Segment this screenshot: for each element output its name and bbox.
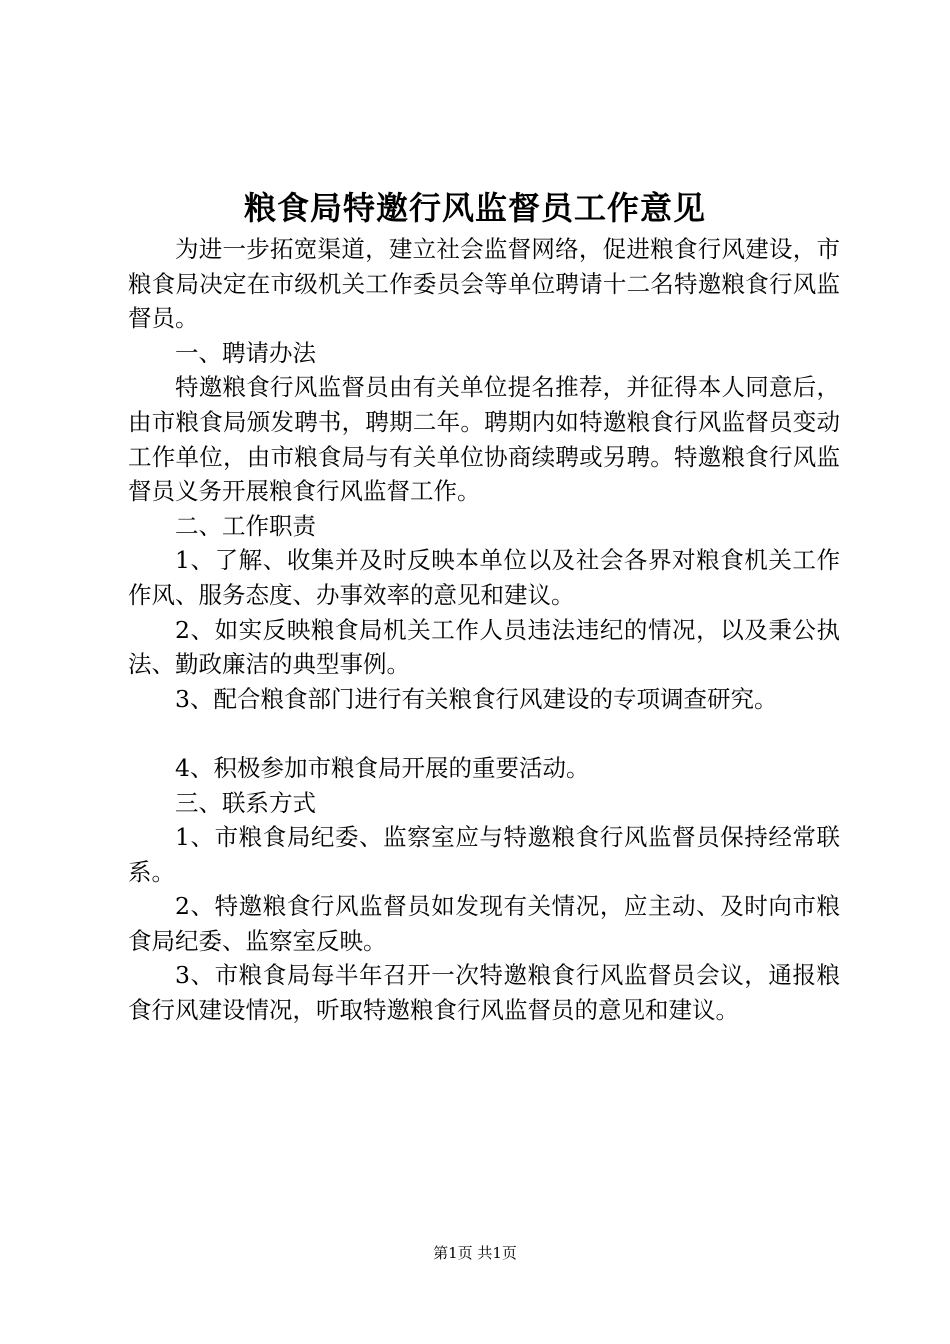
duty-item-1: 1、了解、收集并及时反映本单位以及社会各界对粮食机关工作作风、服务态度、办事效率的意见和建议。 — [128, 546, 840, 609]
intro-paragraph: 为进一步拓宽渠道，建立社会监督网络，促进粮食行风建设，市粮食局决定在市级机关工作委员会等单位聘请十二名特邀粮食行风监督员。 — [128, 235, 840, 333]
hiring-paragraph: 特邀粮食行风监督员由有关单位提名推荐，并征得本人同意后，由市粮食局颁发聘书，聘期二年。聘期内如特邀粮食行风监督员变动工作单位，由市粮食局与有关单位协商续聘或另聘。特邀粮食行风监督员义务开展粮食行风监督工作。 — [128, 373, 840, 506]
duty-item-4: 4、积极参加市粮食局开展的重要活动。 — [175, 753, 590, 782]
contact-item-3: 3、市粮食局每半年召开一次特邀粮食行风监督员会议，通报粮食行风建设情况，听取特邀粮食行风监督员的意见和建议。 — [128, 961, 840, 1025]
page-footer: 第1页 共1页 — [433, 1244, 517, 1262]
document-title: 粮食局特邀行风监督员工作意见 — [243, 189, 706, 227]
document-body — [128, 232, 840, 1028]
duty-item-2: 2、如实反映粮食局机关工作人员违法违纪的情况，以及秉公执法、勤政廉洁的典型事例。 — [128, 615, 840, 679]
section-heading-duties: 二、工作职责 — [175, 511, 316, 540]
section-heading-hiring: 一、聘请办法 — [175, 338, 316, 367]
duty-item-3: 3、配合粮食部门进行有关粮食行风建设的专项调查研究。 — [175, 684, 778, 713]
contact-item-1: 1、市粮食局纪委、监察室应与特邀粮食行风监督员保持经常联系。 — [128, 823, 840, 886]
section-heading-contact: 三、联系方式 — [175, 788, 316, 817]
contact-item-2: 2、特邀粮食行风监督员如发现有关情况，应主动、及时向市粮食局纪委、监察室反映。 — [128, 892, 840, 955]
